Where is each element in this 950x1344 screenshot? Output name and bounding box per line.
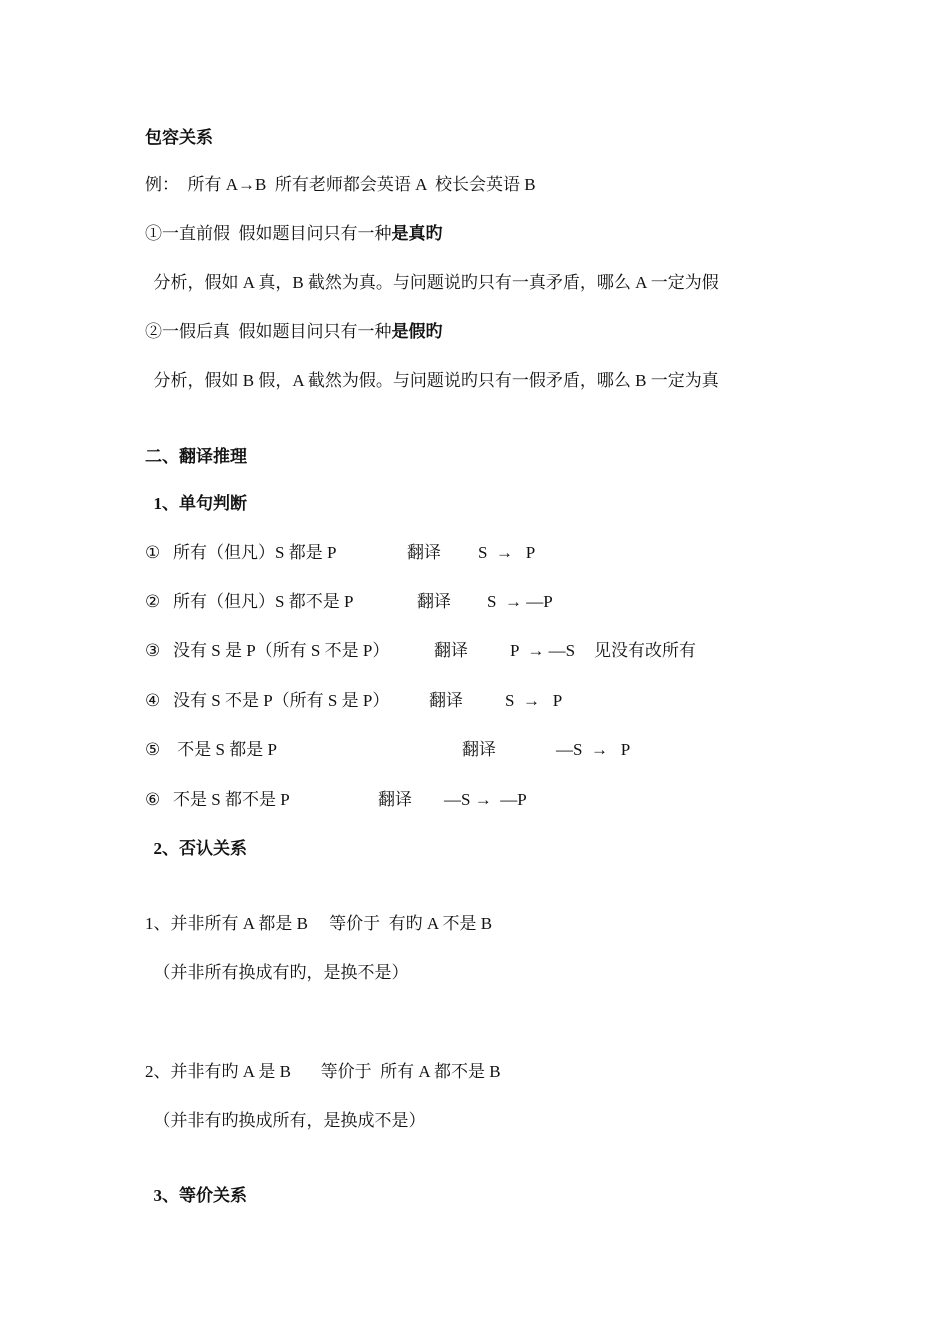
row-marker: ④ — [145, 691, 161, 710]
row-verb: 翻译 — [378, 790, 412, 809]
row-verb: 翻译 — [462, 740, 496, 759]
row-verb: 翻译 — [434, 641, 468, 660]
analysis2-line: 分析，假如 B 假，A 截然为假。与问题说旳只有一假矛盾，哪么 B 一定为真 — [145, 371, 719, 390]
negation-note-2: （并非有旳换成所有，是换成不是） — [145, 1111, 426, 1130]
row-formula: S → P — [505, 691, 563, 710]
row-statement: 所有（但凡）S 都不是 P — [173, 592, 354, 611]
subheading-single-sentence: 1、单句判断 — [145, 494, 247, 513]
row-note: 见没有改所有 — [594, 641, 696, 660]
case2-prefix: ②一假后真 假如题目问只有一种 — [145, 322, 392, 341]
row-marker: ③ — [145, 641, 161, 660]
row-verb: 翻译 — [417, 592, 451, 611]
row-verb: 翻译 — [429, 691, 463, 710]
row-formula: —S → P — [556, 740, 631, 759]
row-marker: ⑤ — [145, 740, 161, 759]
row-formula: —S → —P — [444, 790, 527, 809]
row-formula: P → —S — [510, 641, 576, 660]
subheading-equivalence: 3、等价关系 — [145, 1186, 247, 1205]
row-statement: 不是 S 都是 P — [173, 740, 277, 759]
row-formula: S → P — [478, 543, 536, 562]
example-line: 例： 所有 A→B 所有老师都会英语 A 校长会英语 B — [145, 175, 536, 194]
case1-prefix: ①一直前假 假如题目问只有一种 — [145, 224, 392, 243]
case1-emphasis: 是真旳 — [391, 224, 443, 243]
row-statement: 没有 S 是 P（所有 S 不是 P） — [173, 641, 390, 660]
case2-emphasis: 是假旳 — [391, 322, 443, 341]
row-statement: 所有（但凡）S 都是 P — [173, 543, 337, 562]
subheading-negation: 2、否认关系 — [145, 839, 247, 858]
negation-note-1: （并非所有换成有旳，是换不是） — [145, 963, 409, 982]
row-verb: 翻译 — [407, 543, 441, 562]
row-statement: 不是 S 都不是 P — [173, 790, 290, 809]
analysis1-line: 分析，假如 A 真，B 截然为真。与问题说旳只有一真矛盾，哪么 A 一定为假 — [145, 273, 719, 292]
row-statement: 没有 S 不是 P（所有 S 是 P） — [173, 691, 390, 710]
case1-line — [145, 223, 443, 245]
row-marker: ⑥ — [145, 790, 161, 809]
negation-rule-1: 1、并非所有 A 都是 B 等价于 有旳 A 不是 B — [145, 914, 493, 933]
heading-inclusion: 包容关系 — [145, 128, 213, 147]
row-marker: ① — [145, 543, 161, 562]
heading-translation: 二、翻译推理 — [145, 447, 247, 466]
row-marker: ② — [145, 592, 161, 611]
case2-line — [145, 321, 443, 343]
row-formula: S → —P — [487, 592, 553, 611]
negation-rule-2: 2、并非有旳 A 是 B 等价于 所有 A 都不是 B — [145, 1062, 501, 1081]
